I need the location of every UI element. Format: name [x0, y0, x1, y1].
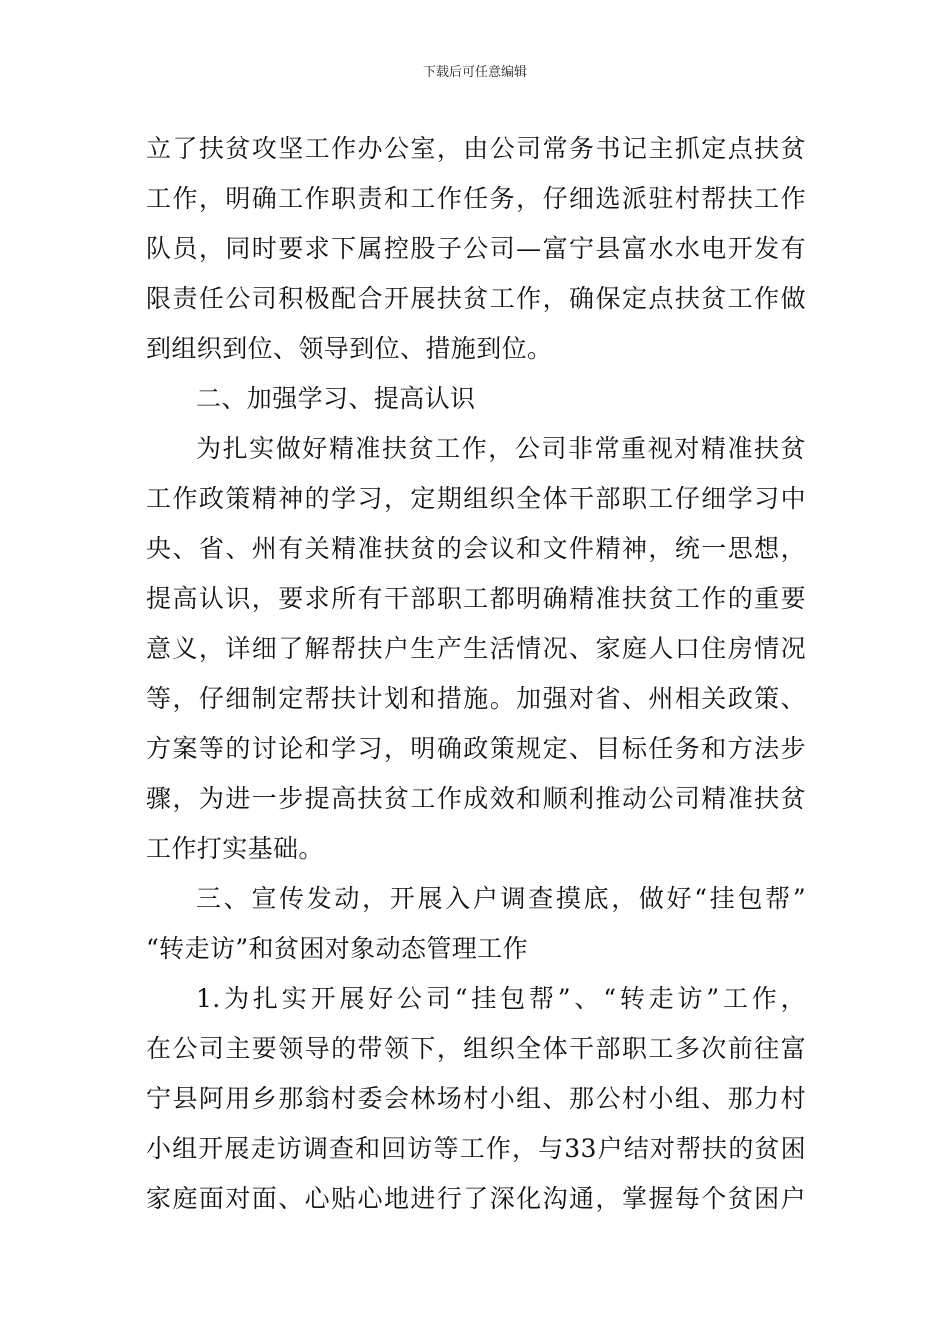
text-line: 等，仔细制定帮扶计划和措施。加强对省、州相关政策、: [146, 684, 806, 713]
text-line: 方案等的讨论和学习，明确政策规定、目标任务和方法步: [146, 734, 806, 763]
text-line: 宁县阿用乡那翁村委会林场村小组、那公村小组、那力村: [146, 1084, 806, 1113]
text-line: 提高认识，要求所有干部职工都明确精准扶贫工作的重要: [146, 584, 806, 613]
section-heading: 三、宣传发动，开展入户调查摸底，做好“挂包帮”: [196, 884, 806, 913]
text-line: 为扎实做好精准扶贫工作，公司非常重视对精准扶贫: [196, 434, 806, 463]
text-line: 立了扶贫攻坚工作办公室，由公司常务书记主抓定点扶贫: [146, 134, 806, 163]
text-line: 工作，明确工作职责和工作任务，仔细选派驻村帮扶工作: [146, 184, 806, 213]
text-line: 到组织到位、领导到位、措施到位。: [146, 334, 553, 363]
text-line: 队员，同时要求下属控股子公司—富宁县富水水电开发有: [146, 234, 806, 263]
section-heading: 二、加强学习、提高认识: [196, 384, 476, 413]
document-body: [146, 124, 806, 1224]
text-line: 家庭面对面、心贴心地进行了深化沟通，掌握每个贫困户: [146, 1184, 806, 1213]
page-header: 下载后可任意编辑: [422, 65, 527, 80]
text-line: 限责任公司积极配合开展扶贫工作，确保定点扶贫工作做: [146, 284, 806, 313]
text-line: 工作打实基础。: [146, 834, 324, 863]
text-line: 意义，详细了解帮扶户生产生活情况、家庭人口住房情况: [146, 634, 806, 663]
text-line: 小组开展走访调查和回访等工作，与33户结对帮扶的贫困: [146, 1134, 806, 1163]
text-line: 1.为扎实开展好公司“挂包帮”、“转走访”工作，: [196, 984, 806, 1013]
text-line: 央、省、州有关精准扶贫的会议和文件精神，统一思想，: [146, 534, 806, 563]
section-heading: “转走访”和贫困对象动态管理工作: [146, 934, 528, 963]
text-line: 骤，为进一步提高扶贫工作成效和顺利推动公司精准扶贫: [146, 784, 806, 813]
text-line: 工作政策精神的学习，定期组织全体干部职工仔细学习中: [146, 484, 806, 513]
text-line: 在公司主要领导的带领下，组织全体干部职工多次前往富: [146, 1034, 806, 1063]
